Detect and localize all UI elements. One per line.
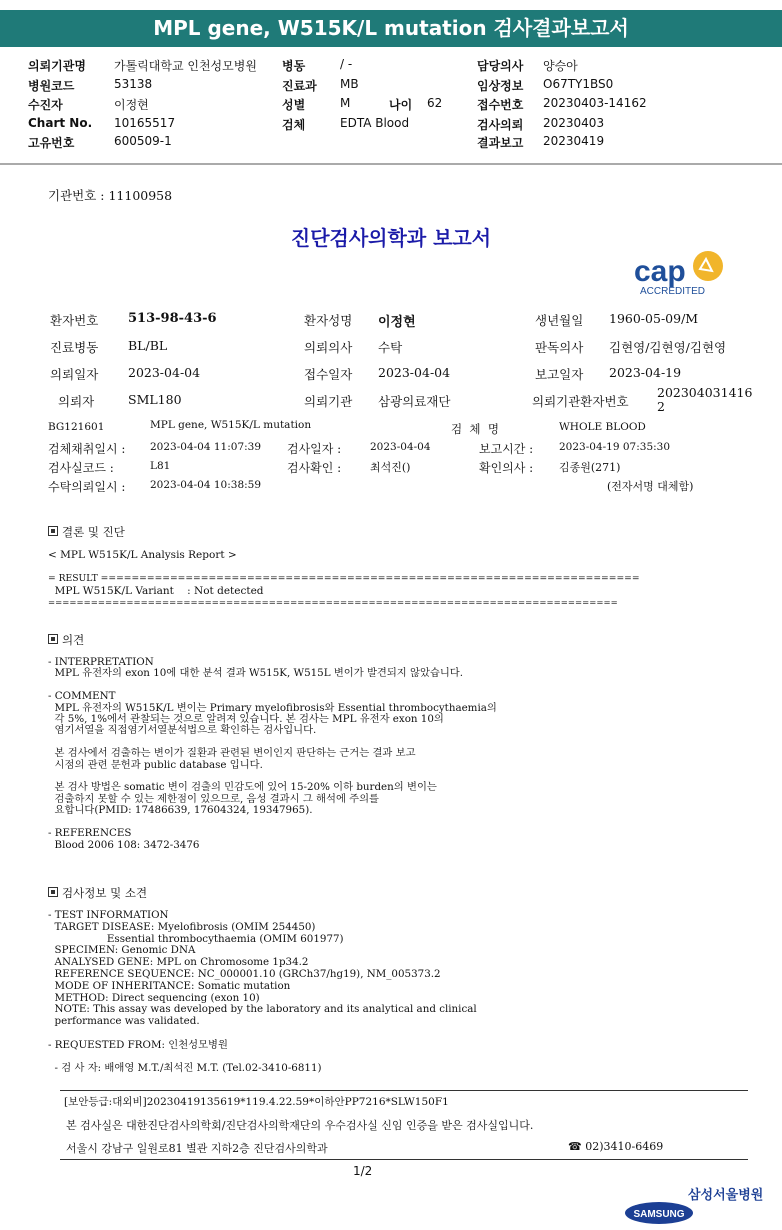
label-report-date: 보고일자 xyxy=(535,367,584,382)
label-confirm-doctor: 확인의사 : xyxy=(479,461,534,475)
value-receipt-date: 2023-04-04 xyxy=(378,365,451,380)
label-requesting-doctor: 의뢰의사 xyxy=(304,340,353,355)
label-specimen: 검체 xyxy=(282,118,306,132)
value-specimen-name: WHOLE BLOOD xyxy=(559,421,646,433)
result-line-top: = RESULT ====================================================================== xyxy=(48,573,640,584)
section-test-info-title: 검사정보 및 소견 xyxy=(62,886,148,900)
opinion-text: - INTERPRETATION MPL 유전자의 exon 10에 대한 분석 결과 W515K, W515L 변이가 발견되지 않았습니다. - COMMENT MPL 유전자의 W515K/L 변이는 Primary myelofibrosis와 Essential thrombocythaemia의 각 5%, 1%에서 관찰되는 것으로 알려져 있습니다. 본 검사는 MPL 유전자 exon 10의 염기서열을 직접염기서열분석법으로 확인하는 검사입니다. 본 검사에서 검출하는 변이가 질환과 관련된 변이인지 판단하는 근거는 결과 보고 시점의 관련 문헌과 public database 입니다. 본 검사 방법은 somatic 변이 검출의 민감도에 있어 15-20% 이하 burden의 변이는 검출하지 못할 수 있는 제한점이 있으므로, 음성 결과시 그 해석에 주의를 요합니다(PMID: 17486639, 17604324, 19347965). - REFERENCES Blood 2006 108: 3472-3476 xyxy=(48,656,497,851)
section-conclusion xyxy=(48,524,125,540)
value-request-date: 2023-04-04 xyxy=(128,365,201,380)
value-chart-no: 10165517 xyxy=(114,116,176,130)
value-test-request: 20230403 xyxy=(543,116,605,130)
label-requesting-institution: 의뢰기관 xyxy=(304,394,353,409)
cap-accredited-text: ACCREDITED xyxy=(640,286,706,297)
security-code: [보안등급:대외비]20230419135619*119.4.22.59*이하안PP7216*SLW150F1 xyxy=(64,1096,449,1108)
value-requester: SML180 xyxy=(128,392,182,407)
value-result-report: 20230419 xyxy=(543,134,605,148)
label-institution: 의뢰기관명 xyxy=(28,59,86,73)
label-unique-no: 고유번호 xyxy=(28,136,75,150)
institution-number: 기관번호 : 11100958 xyxy=(48,188,173,203)
value-reading-doctor: 김현영/김현영/김현영 xyxy=(609,340,727,355)
label-test-confirm: 검사확인 : xyxy=(287,461,342,475)
value-clinical-info: O67TY1BS0 xyxy=(543,77,614,91)
label-birthdate: 생년월일 xyxy=(535,313,584,328)
result-line-bottom: ================================================================================ xyxy=(48,598,618,608)
value-report-date: 2023-04-19 xyxy=(609,365,682,380)
label-lab-code: 검사실코드 : xyxy=(48,461,114,475)
footer-divider-bottom xyxy=(60,1159,748,1160)
header-divider xyxy=(0,163,782,165)
label-patient: 수진자 xyxy=(28,98,63,112)
test-code: BG121601 xyxy=(48,421,105,433)
value-consign-time: 2023-04-04 10:38:59 xyxy=(150,479,262,491)
value-specimen: EDTA Blood xyxy=(340,116,410,130)
label-department: 진료과 xyxy=(282,79,317,93)
value-test-date: 2023-04-04 xyxy=(370,441,431,453)
value-ward: / - xyxy=(340,57,353,71)
value-age: 62 xyxy=(427,96,443,110)
value-receipt-no: 20230403-14162 xyxy=(543,96,647,110)
value-hospital-code: 53138 xyxy=(114,77,153,91)
section-opinion-title: 의견 xyxy=(62,633,85,647)
value-report-time: 2023-04-19 07:35:30 xyxy=(559,441,671,453)
value-institution-patient-no: 202304031416 2 xyxy=(657,385,753,414)
value-requesting-doctor: 수탁 xyxy=(378,340,403,355)
hospital-name: 삼성서울병원 xyxy=(688,1188,764,1203)
square-bullet-icon xyxy=(48,887,58,897)
label-sex: 성별 xyxy=(282,98,306,112)
label-test-date: 검사일자 : xyxy=(287,442,342,456)
value-patient: 이정현 xyxy=(114,98,149,112)
label-patient-no: 환자번호 xyxy=(50,313,99,328)
value-patient-name: 이정현 xyxy=(378,315,416,330)
value-unique-no: 600509-1 xyxy=(114,134,172,148)
lab-phone: ☎ 02)3410-6469 xyxy=(568,1140,664,1153)
document-title: 진단검사의학과 보고서 xyxy=(290,226,492,250)
value-collect-time: 2023-04-04 11:07:39 xyxy=(150,441,262,453)
label-specimen-name: 검 체 명 xyxy=(451,422,499,436)
label-result-report: 결과보고 xyxy=(477,136,524,150)
label-ward: 병동 xyxy=(282,59,306,73)
section-opinion xyxy=(48,632,84,648)
square-bullet-icon xyxy=(48,526,58,536)
report-title-bar: MPL gene, W515K/L mutation 검사결과보고서 xyxy=(0,10,782,47)
value-sex: M xyxy=(340,96,351,110)
footer-divider-top xyxy=(60,1090,748,1091)
electronic-signature: (전자서명 대체함) xyxy=(607,480,694,493)
label-institution-patient-no: 의뢰기관환자번호 xyxy=(532,394,629,409)
value-requesting-institution: 삼광의료재단 xyxy=(378,394,451,409)
cap-accredited-logo xyxy=(622,230,722,297)
value-confirm-doctor: 김종원(271) xyxy=(559,461,621,474)
test-name: MPL gene, W515K/L mutation xyxy=(150,419,312,431)
lab-address: 서울시 강남구 일원로81 별관 지하2층 진단검사의학과 xyxy=(66,1142,328,1155)
label-test-request: 검사의뢰 xyxy=(477,118,524,132)
analysis-report-heading: < MPL W515K/L Analysis Report > xyxy=(48,549,237,561)
value-ward-unit: BL/BL xyxy=(128,338,168,353)
result-variant: MPL W515K/L Variant : Not detected xyxy=(48,585,264,597)
value-birthdate: 1960-05-09/M xyxy=(609,311,699,326)
value-patient-no: 513-98-43-6 xyxy=(128,311,217,326)
value-doctor: 양승아 xyxy=(543,59,578,73)
square-bullet-icon xyxy=(48,634,58,644)
label-clinical-info: 임상정보 xyxy=(477,79,524,93)
label-request-date: 의뢰일자 xyxy=(50,367,99,382)
label-ward-unit: 진료병동 xyxy=(50,340,99,355)
label-requester: 의뢰자 xyxy=(58,394,95,409)
page-number: 1/2 xyxy=(353,1164,373,1178)
label-reading-doctor: 판독의사 xyxy=(535,340,584,355)
label-chart-no: Chart No. xyxy=(28,116,93,130)
cap-logo-text: cap xyxy=(634,255,686,288)
label-report-time: 보고시간 : xyxy=(479,442,534,456)
samsung-logo-text: SAMSUNG xyxy=(633,1209,685,1220)
section-test-info xyxy=(48,885,147,901)
label-receipt-date: 접수일자 xyxy=(304,367,353,382)
label-collect-time: 검체채취일시 : xyxy=(48,442,126,456)
value-lab-code: L81 xyxy=(150,460,171,472)
label-doctor: 담당의사 xyxy=(477,59,524,73)
value-institution: 가톨릭대학교 인천성모병원 xyxy=(114,59,257,73)
label-patient-name: 환자성명 xyxy=(304,313,353,328)
label-consign-time: 수탁의뢰일시 : xyxy=(48,480,126,494)
test-information-text: - TEST INFORMATION TARGET DISEASE: Myelofibrosis (OMIM 254450) Essential thrombocythaemia (OMIM 601977) SPECIMEN: Genomic DNA ANALYSED GENE: MPL on Chromosome 1p34.2 REFERENCE SEQUENCE: NC_000001.10 (GRCh37/hg19), NM_005373.2 MODE OF INHERITANCE: Somatic mutation METHOD: Direct sequencing (exon 10) NOTE: This assay was developed by the laboratory and its analytical and clinical performance was validated. - REQUESTED FROM: 인천성모병원 - 검 사 자: 배애영 M.T./최석진 M.T. (Tel.02-3410-6811) xyxy=(48,909,477,1075)
label-age: 나이 xyxy=(389,98,413,112)
label-receipt-no: 접수번호 xyxy=(477,98,524,112)
value-test-confirm: 최석진() xyxy=(370,461,411,474)
value-department: MB xyxy=(340,77,359,91)
section-conclusion-title: 결론 및 진단 xyxy=(62,525,125,539)
certification-text: 본 검사실은 대한진단검사의학회/진단검사의학재단의 우수검사실 신임 인증을 받은 검사실입니다. xyxy=(66,1119,534,1132)
label-hospital-code: 병원코드 xyxy=(28,79,75,93)
